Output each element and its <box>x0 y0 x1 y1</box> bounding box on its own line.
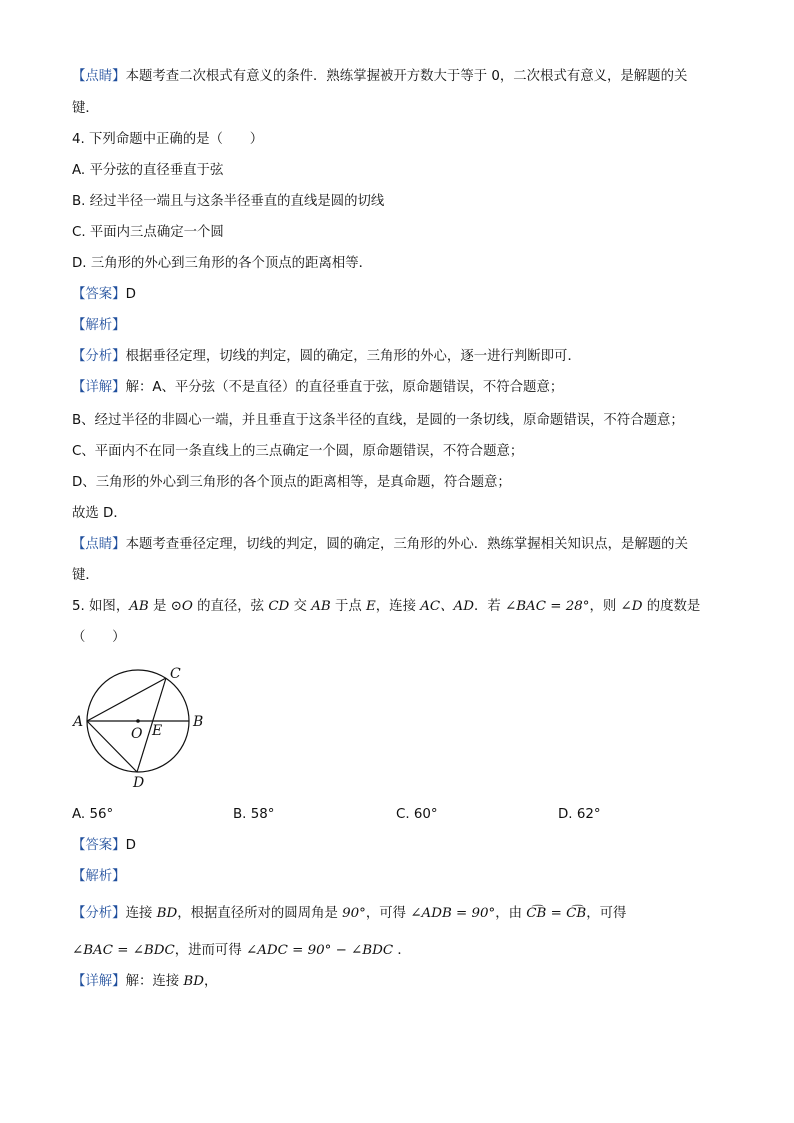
label-b: B <box>193 714 204 730</box>
fenxi-text: ，根据直径所对的圆周角是 <box>177 906 343 921</box>
stem-text: 于点 <box>330 599 367 614</box>
answer-tag: 【答案】 <box>72 287 126 302</box>
math-90: 90° <box>342 906 366 921</box>
dianjing-tag: 【点睛】 <box>72 537 126 552</box>
stem-text: 交 <box>289 599 312 614</box>
math-bd: BD <box>156 906 178 921</box>
math-circle-o: ⊙O <box>170 599 193 614</box>
q4-option-d: D. 三角形的外心到三角形的各个顶点的距离相等． <box>72 256 373 271</box>
circle-figure <box>68 658 218 793</box>
stem-text: ，则 <box>589 599 621 614</box>
fenxi-tag: 【分析】 <box>72 349 126 364</box>
q5-xiangjie <box>72 973 217 991</box>
answer-value: D <box>125 838 136 853</box>
q5-paren: （ ） <box>72 630 126 645</box>
math-ab: AB <box>129 599 149 614</box>
q4-option-a: A. 平分弦的直径垂直于弦 <box>72 163 224 178</box>
q5-number: 5. 如图， <box>72 599 130 614</box>
math-angle-adc: ∠ADC = 90° − ∠BDC <box>245 943 394 958</box>
q5-fenxi-line-2 <box>72 942 411 960</box>
stem-text: 的直径，弦 <box>192 599 269 614</box>
fenxi-text: ，由 <box>495 906 527 921</box>
q5-option-d: D. 62° <box>558 807 601 822</box>
math-cd: CD <box>268 599 290 614</box>
stem-text: 的度数是 <box>642 599 701 614</box>
math-e: E <box>366 599 376 614</box>
stem-text: ，连接 <box>375 599 421 614</box>
q4-dianjing-line-2: 键． <box>72 568 99 583</box>
math-angle-adb: ∠ADB = 90° <box>410 906 496 921</box>
q4-analysis-tag: 【解析】 <box>72 318 126 333</box>
q3-dianjing-line-2: 键． <box>72 101 99 116</box>
fenxi-text: ，可得 <box>365 906 411 921</box>
xiangjie-tag: 【详解】 <box>72 380 126 395</box>
stem-text: ．若 <box>473 599 505 614</box>
q4-stem: 4. 下列命题中正确的是（ ） <box>72 132 264 147</box>
xiangjie-text: 解：连接 <box>125 974 184 989</box>
dianjing-text: 本题考查二次根式有意义的条件．熟练掌握被开方数大于等于 0，二次根式有意义，是解题的关 <box>125 69 688 84</box>
fenxi-text: 根据垂径定理，切线的判定，圆的确定，三角形的外心，逐一进行判断即可． <box>125 349 581 364</box>
xiangjie-text: 解：A、平分弦（不是直径）的直径垂直于弦，原命题错误，不符合题意； <box>125 380 564 395</box>
math-ab: AB <box>311 599 331 614</box>
math-angle-equality: ∠BAC = ∠BDC <box>72 943 175 958</box>
dianjing-text: 本题考查垂径定理，切线的判定，圆的确定，三角形的外心．熟练掌握相关知识点，是解题的关 <box>125 537 688 552</box>
q5-stem <box>72 598 700 616</box>
fenxi-text: 连接 <box>125 906 157 921</box>
label-c: C <box>170 666 181 682</box>
math-angle-bac: ∠BAC = 28° <box>505 599 590 614</box>
fenxi-text: ，进而可得 <box>174 943 246 958</box>
xiangjie-tag: 【详解】 <box>72 974 126 989</box>
q3-dianjing-line <box>72 68 687 86</box>
q4-option-c: C. 平面内三点确定一个圆 <box>72 225 224 240</box>
fenxi-tag: 【分析】 <box>72 906 126 921</box>
label-a: A <box>73 714 84 730</box>
q5-option-b: B. 58° <box>233 807 275 822</box>
label-o: O <box>131 726 143 742</box>
xiangjie-text: ， <box>203 974 218 989</box>
q4-detail-c: C、平面内不在同一条直线上的三点确定一个圆，原命题错误，不符合题意； <box>72 444 524 459</box>
q4-detail-d: D、三角形的外心到三角形的各个顶点的距离相等，是真命题，符合题意； <box>72 475 511 490</box>
fenxi-text: ． <box>393 943 411 958</box>
q4-answer <box>72 286 136 304</box>
q4-option-b: B. 经过半径一端且与这条半径垂直的直线是圆的切线 <box>72 194 385 209</box>
math-angle-d: ∠D <box>620 599 643 614</box>
math-ac-ad: AC、AD <box>420 599 474 614</box>
math-arc-cb: C͡B = C͡B <box>526 906 587 921</box>
q5-option-c: C. 60° <box>396 807 438 822</box>
label-d: D <box>133 775 145 791</box>
answer-tag: 【答案】 <box>72 838 126 853</box>
q4-xiangjie <box>72 379 563 397</box>
q4-fenxi <box>72 348 581 366</box>
answer-value: D <box>125 287 136 302</box>
q5-analysis-tag: 【解析】 <box>72 869 126 884</box>
q5-option-a: A. 56° <box>72 807 114 822</box>
label-e: E <box>152 723 163 739</box>
q5-fenxi <box>72 905 626 923</box>
q4-detail-b: B、经过半径的非圆心一端，并且垂直于这条半径的直线，是圆的一条切线，原命题错误，不符合题意； <box>72 413 684 428</box>
q5-answer <box>72 837 136 855</box>
center-point <box>136 719 140 723</box>
stem-text: 是 <box>148 599 171 614</box>
q4-dianjing <box>72 536 688 554</box>
q4-conclusion: 故选 D． <box>72 506 127 521</box>
dianjing-tag: 【点睛】 <box>72 69 126 84</box>
fenxi-text: ，可得 <box>586 906 627 921</box>
math-bd: BD <box>183 974 204 989</box>
